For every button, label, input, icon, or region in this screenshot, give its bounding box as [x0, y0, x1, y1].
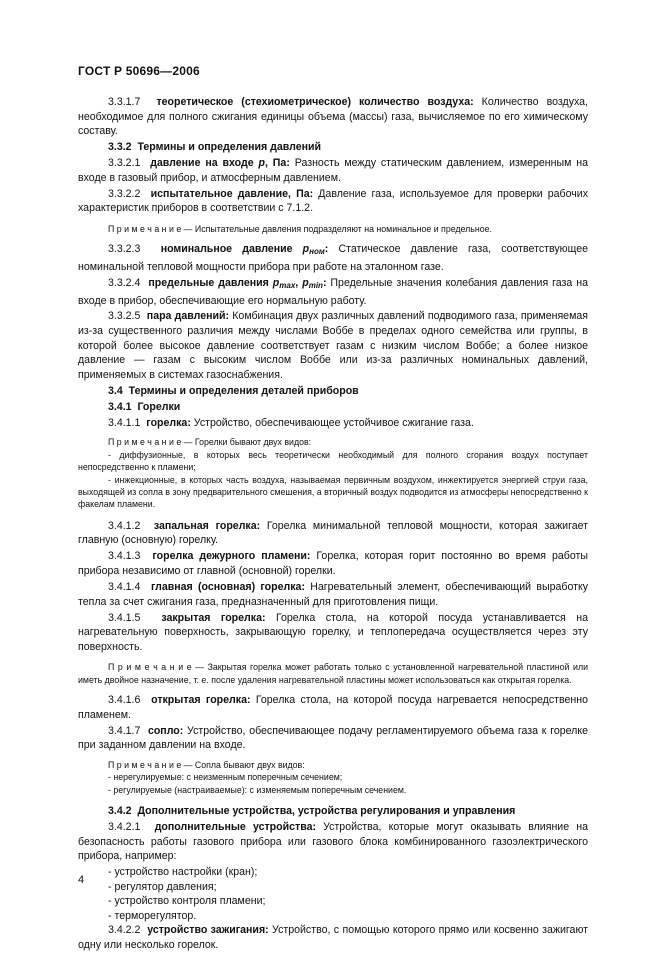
list-item: - устройство настройки (кран); [108, 866, 258, 879]
term-3-3-2-5: 3.3.2.5 пара давлений: Комбинация двух различных давлений подводимого газа, применяемая из-за существенного различия между числами Воббе в пределах одного семейства или группы, в которой более высокое давление соответствует газам с низким числом Воббе; а более низкое давление — газам с высоким числом Воббе или из-за различных номинальных давлений, применяемых в системах газоснабжения. [78, 310, 588, 381]
note-test-pressures: П р и м е ч а н и е — Испытательные давления подразделяют на номинальное и предельное. [108, 223, 492, 234]
device-list [78, 865, 588, 923]
note-burner-types-line1: - диффузионные, в которых весь теоретически необходимый для полного сгорания воздух поступает непосредственно к пламени; [78, 449, 588, 473]
term-3-4-1-6: 3.4.1.6 открытая горелка: Горелка стола, на которой посуда нагревается непосредственно пламенем. [78, 694, 588, 721]
term-3-4-1-4: 3.4.1.4 главная (основная) горелка: Нагревательный элемент, обеспечивающий выработку тепла за счет сжигания газа, предназначенный для приготовления пищи. [78, 581, 588, 608]
term-3-3-2-1: 3.3.2.1 давление на входе p, Па: Разность между статическим давлением, измеренным на входе в газовый прибор, и атмосферным давлением. [78, 157, 589, 184]
term-3-4-2-2: 3.4.2.2 устройство зажигания: Устройство, с помощью которого прямо или косвенно зажигают одну или несколько горелок. [78, 923, 589, 951]
note-nozzle-types-title: П р и м е ч а н и е — Сопла бывают двух видов: [108, 759, 305, 770]
note-nozzle-types [78, 759, 588, 796]
document-body [78, 95, 588, 954]
section-3-4-2: 3.4.2 Дополнительные устройства, устройства регулирования и управления [108, 805, 516, 818]
note-nozzle-types-line2: - регулируемые (настраиваемые): с изменяемым поперечным сечением. [108, 784, 407, 795]
term-3-4-1-3: 3.4.1.3 горелка дежурного пламени: Горелка, которая горит постоянно во время работы прибора независимо от главной (основной) горелки. [78, 550, 588, 578]
term-3-4-1-1: 3.4.1.1 горелка: Устройство, обеспечивающее устойчивое сжигание газа. [108, 416, 474, 429]
note-burner-types-line2: - инжекционные, в которых часть воздуха, называемая первичным воздухом, инжектируется энергией струи газа, выходящей из сопла в зону предварительного смешения, а вторичный воздух подводится из атмосферы непосредственно к факелам пламени. [78, 474, 588, 510]
page-header: ГОСТ Р 50696—2006 [78, 64, 200, 78]
note-closed-burner: П р и м е ч а н и е — Закрытая горелка может работать только с установленной нагревательной пластиной или иметь двойное назначение, т. е. после удаления нагревательной пластины может использоваться как открытая горелка. [78, 662, 588, 685]
term-3-4-2-1: 3.4.2.1 дополнительные устройства: Устройства, которые могут оказывать влияние на безопасность работы газового прибора или газового блока комбинированного газоэлектрического прибора, например: [78, 821, 588, 863]
term-3-3-1-7: 3.3.1.7 теоретическое (стехиометрическое) количество воздуха: Количество воздуха, необходимое для полного сжигания единицы объема (массы) газа, вычисляемое по его химическому составу. [78, 96, 588, 138]
list-item: - терморегулятор. [108, 909, 197, 922]
term-3-4-1-7: 3.4.1.7 сопло: Устройство, обеспечивающее подачу регламентируемого объема газа к горелке при заданном давлении на входе. [78, 724, 588, 752]
note-burner-types-title: П р и м е ч а н и е — Горелки бывают двух видов: [108, 437, 312, 448]
term-3-4-1-5: 3.4.1.5 закрытая горелка: Горелка стола, на которой посуда устанавливается на нагревательную поверхность, закрывающую горелку, и теплопередача осуществляется через эту поверхность. [78, 611, 588, 653]
term-3-4-1-2: 3.4.1.2 запальная горелка: Горелка минимальной тепловой мощности, которая зажигает главную (основную) горелку. [78, 519, 588, 547]
section-3-4: 3.4 Термины и определения деталей приборов [108, 384, 359, 397]
list-item: - устройство контроля пламени; [108, 895, 266, 908]
note-burner-types [78, 436, 588, 510]
note-nozzle-types-line1: - нерегулируемые: с неизменным поперечным сечением; [108, 772, 343, 783]
term-3-3-2-3: 3.3.2.3 номинальное давление $p_{ном}$: Статическое давление газа, соответствующее номинальной тепловой мощности прибора при работе на эталонном газе. [78, 243, 588, 273]
term-3-3-2-2: 3.3.2.2 испытательное давление, Па: Давление газа, используемое для проверки рабочих характеристик приборов в соответствии с 7.1.2. [78, 187, 588, 215]
section-3-3-2: 3.3.2 Термины и определения давлений [108, 141, 322, 154]
page-number: 4 [78, 874, 85, 886]
term-3-3-2-4: 3.3.2.4 предельные давления $p_{max}$, $p_{min}$: Предельные значения колебания давления газа на входе в прибор, обеспечивающие его нормальную работу. [78, 276, 588, 307]
list-item: - регулятор давления; [108, 880, 217, 893]
section-3-4-1: 3.4.1 Горелки [108, 400, 181, 413]
